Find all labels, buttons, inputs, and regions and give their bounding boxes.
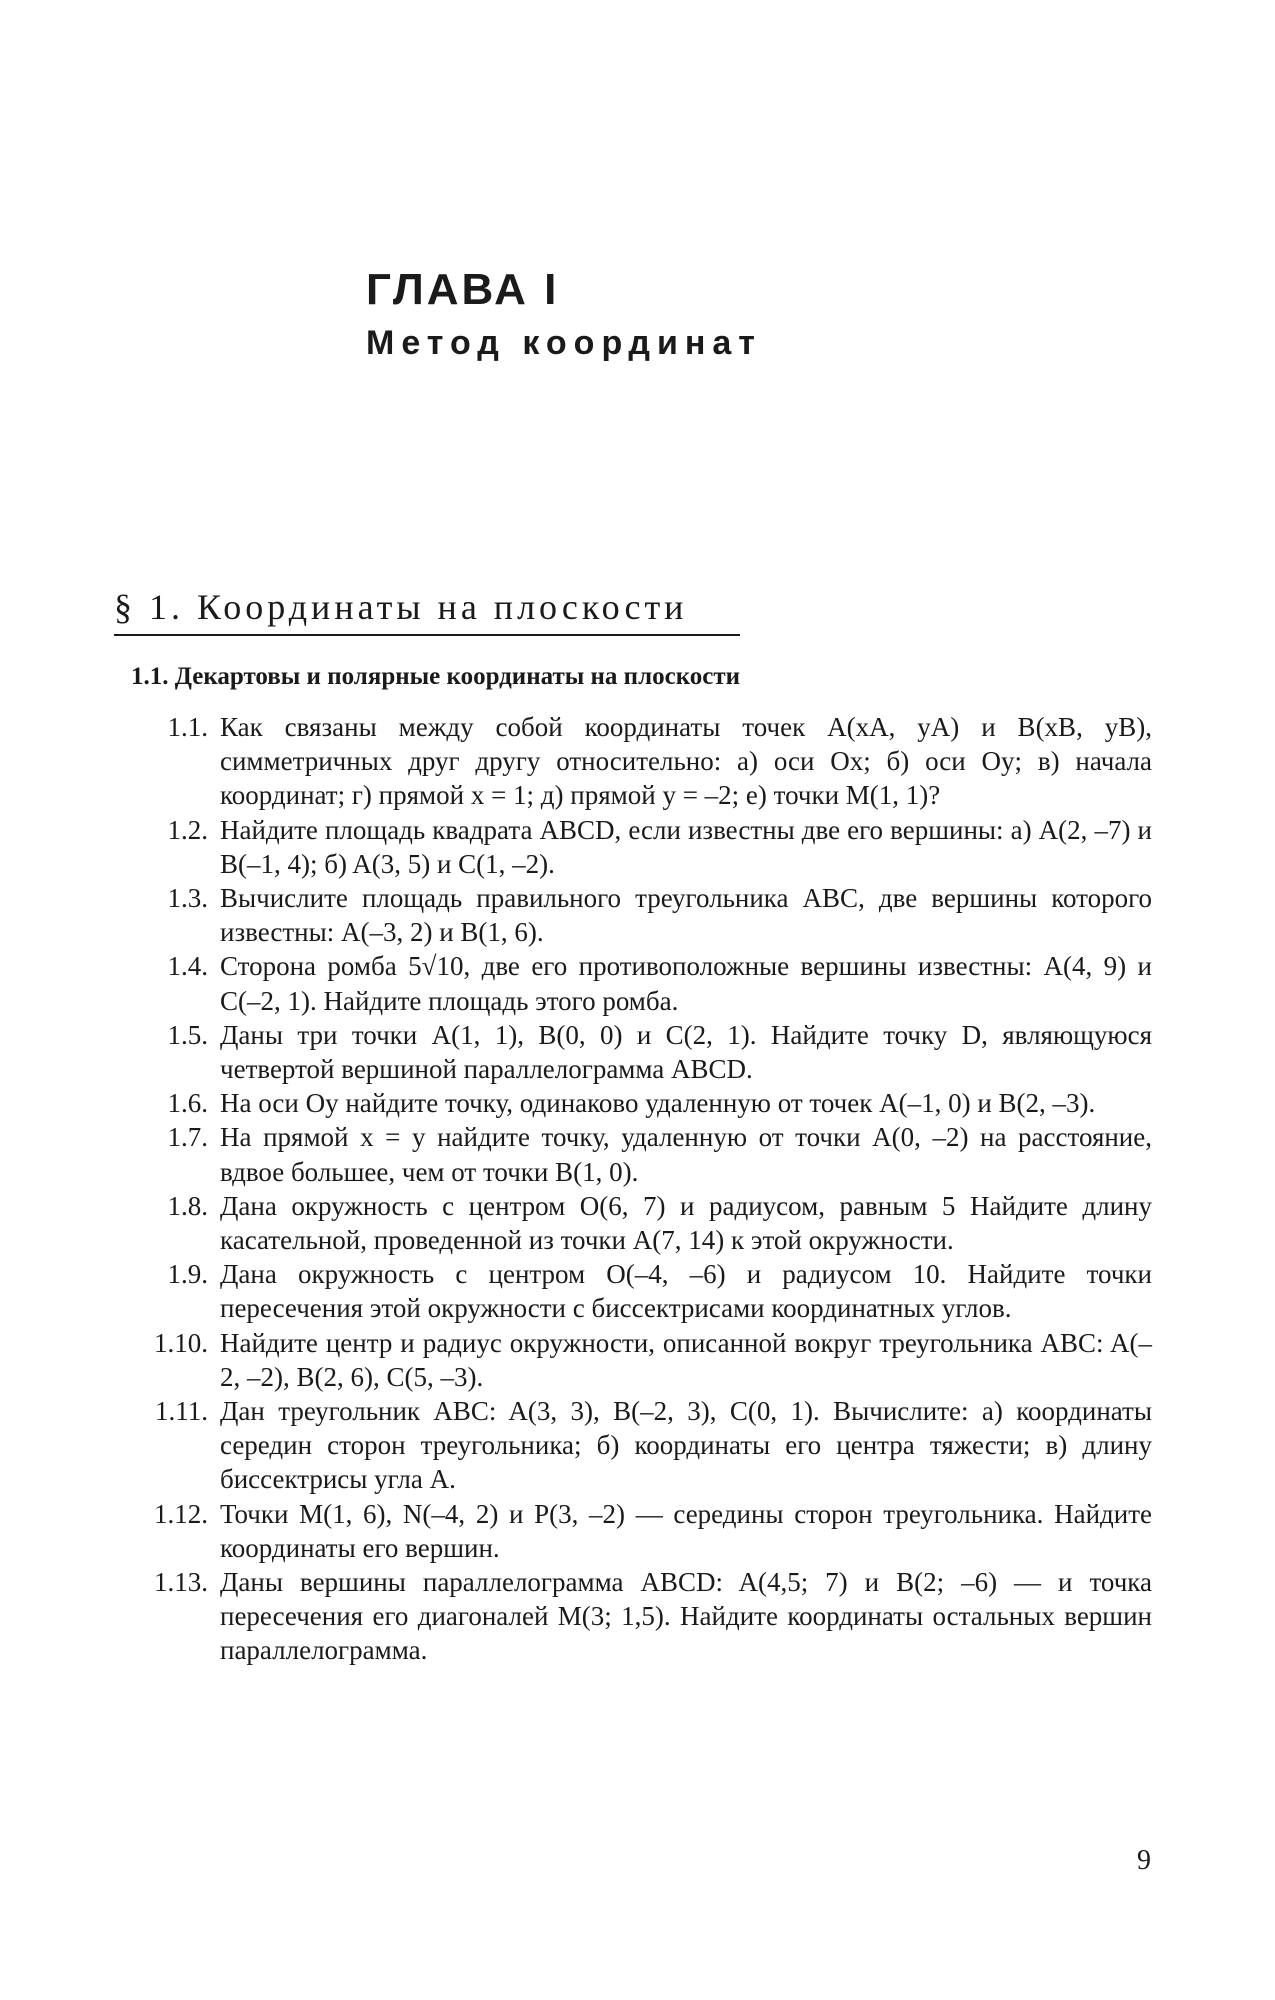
problem-text: Дана окружность с центром O(–4, –6) и радиусом 10. Найдите точки пересечения этой окружности с биссектрисами координатных углов. — [220, 1259, 1152, 1324]
chapter-title: Метод координат — [366, 324, 762, 362]
problem-item — [130, 949, 1152, 1017]
problem-item — [130, 1326, 1152, 1394]
problem-text: Найдите площадь квадрата ABCD, если известны две его вершины: а) A(2, –7) и B(–1, 4); б) A(3, 5) и C(1, –2). — [220, 814, 1152, 879]
problem-item — [130, 1018, 1152, 1086]
problem-item — [130, 710, 1152, 813]
problem-number: 1.1. — [167, 712, 208, 742]
problem-item — [130, 1257, 1152, 1325]
problem-text: Как связаны между собой координаты точек A(xA, yA) и B(xB, yB), симметричных друг другу относительно: а) оси Ox; б) оси Oy; в) начала координат; г) прямой x = 1; д) прямой y = –2; е) точки M(1, 1)? — [220, 712, 1152, 811]
problem-number: 1.9. — [167, 1259, 208, 1290]
problem-item — [130, 1394, 1152, 1497]
problem-number: 1.8. — [167, 1190, 208, 1221]
problem-number: 1.12. — [154, 1498, 208, 1529]
problem-number: 1.13. — [154, 1567, 208, 1598]
problem-text: Даны три точки A(1, 1), B(0, 0) и C(2, 1). Найдите точку D, являющуюся четвертой вершиной параллелограмма ABCD. — [220, 1019, 1152, 1085]
problem-item — [130, 1497, 1152, 1565]
problem-number: 1.7. — [167, 1122, 208, 1153]
problem-item — [130, 1120, 1152, 1188]
problem-text: Дан треугольник ABC: A(3, 3), B(–2, 3), C(0, 1). Вычислите: а) координаты середин сторон треугольника; б) координаты его центра тяжести; в) длину биссектрисы угла A. — [220, 1396, 1152, 1495]
subsection-heading: 1.1. Декартовы и полярные координаты на плоскости — [131, 663, 741, 690]
page-number: 9 — [1137, 1845, 1151, 1876]
problem-text: Дана окружность с центром O(6, 7) и радиусом, равным 5 Найдите длину касательной, проведенной из точки A(7, 14) к этой окружности. — [220, 1190, 1152, 1256]
problem-number: 1.4. — [167, 951, 208, 982]
problem-number: 1.3. — [167, 883, 208, 914]
section-heading: § 1. Координаты на плоскости — [114, 588, 740, 636]
problem-list — [130, 710, 1152, 1668]
problem-number: 1.5. — [167, 1019, 208, 1050]
problem-text: Даны вершины параллелограмма ABCD: A(4,5; 7) и B(2; –6) — и точка пересечения его диагоналей M(3; 1,5). Найдите координаты остальных вершин параллелограмма. — [220, 1567, 1152, 1666]
problem-item — [130, 1189, 1152, 1257]
problem-text: Вычислите площадь правильного треугольника ABC, две вершины которого известны: A(–3, 2) и B(1, 6). — [220, 883, 1152, 948]
problem-number: 1.2. — [167, 814, 208, 845]
problem-number: 1.10. — [154, 1327, 208, 1358]
problem-number: 1.6. — [167, 1088, 208, 1119]
problem-number: 1.11. — [155, 1396, 208, 1427]
problem-text: Сторона ромба 5√10, две его противоположные вершины известны: A(4, 9) и C(–2, 1). Найдите площадь этого ромба. — [220, 951, 1152, 1016]
problem-item — [130, 1565, 1152, 1668]
chapter-label: ГЛАВА I — [366, 265, 560, 314]
problem-item — [130, 813, 1152, 881]
problem-text: На прямой x = y найдите точку, удаленную от точки A(0, –2) на расстояние, вдвое большее, чем от точки B(1, 0). — [220, 1122, 1152, 1187]
problem-text: Найдите центр и радиус окружности, описанной вокруг треугольника ABC: A(–2, –2), B(2, 6), C(5, –3). — [220, 1327, 1152, 1392]
problem-text: Точки M(1, 6), N(–4, 2) и P(3, –2) — середины сторон треугольника. Найдите координаты его вершин. — [220, 1498, 1152, 1563]
problem-text: На оси Oy найдите точку, одинаково удаленную от точек A(–1, 0) и B(2, –3). — [220, 1088, 1096, 1119]
problem-item — [130, 1086, 1152, 1120]
problem-item — [130, 881, 1152, 949]
